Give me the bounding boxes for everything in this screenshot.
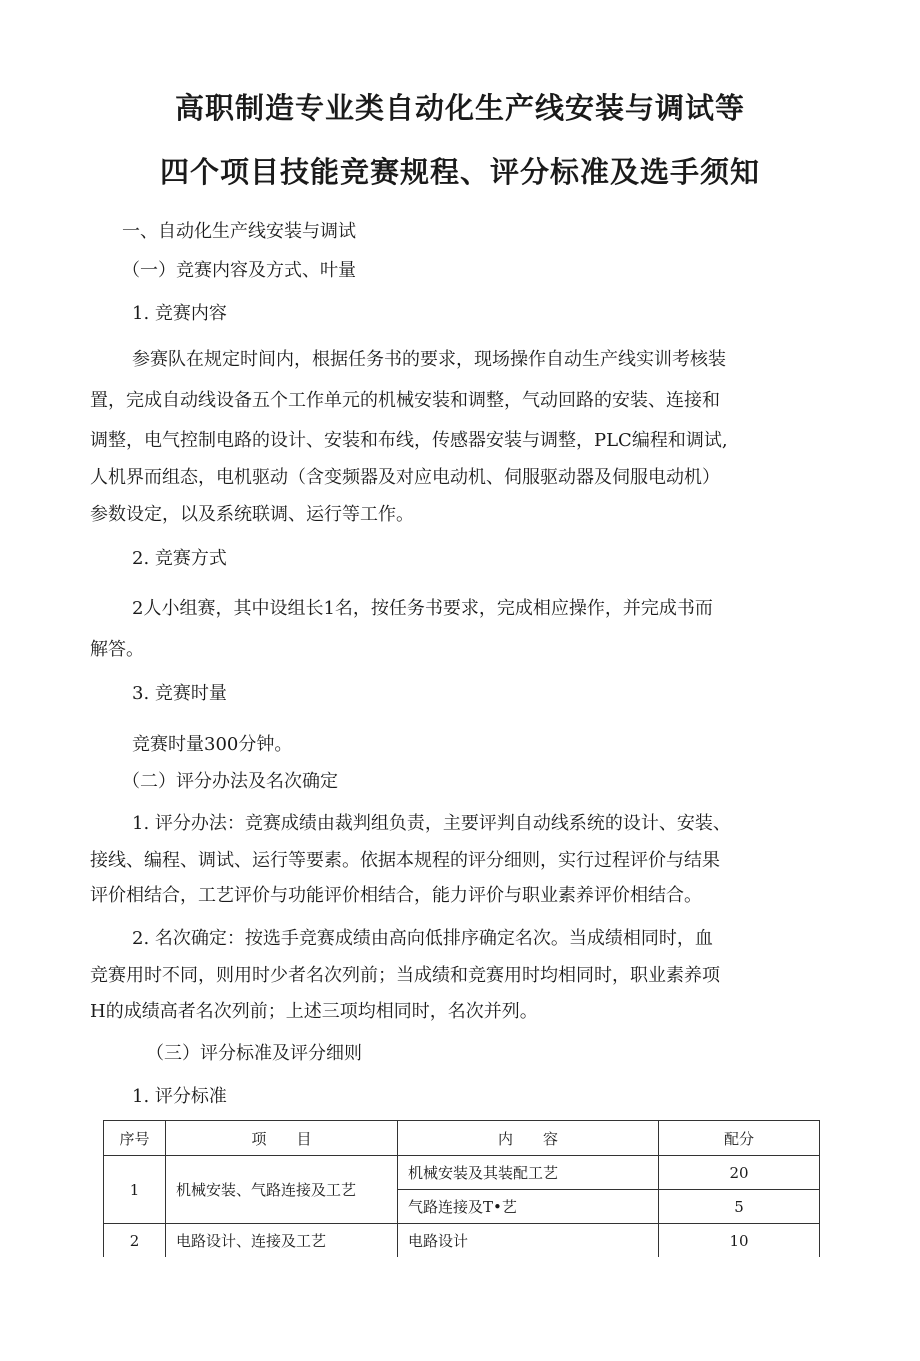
cell-item: 电路设计、连接及工艺 — [166, 1224, 398, 1258]
paragraph-line: 解答。 — [90, 639, 144, 660]
paragraph-line: H的成绩高者名次列前；上述三项均相同时，名次并列。 — [90, 1001, 538, 1022]
paragraph-line: 置，完成自动线设备五个工作单元的机械安装和调整，气动回路的安装、连接和 — [90, 390, 720, 411]
scoring-table — [103, 1120, 820, 1257]
paragraph-line: 参赛队在规定时间内，根据任务书的要求，现场操作自动生产线实训考核装 — [132, 349, 726, 370]
paragraph-line: 评价相结合，工艺评价与功能评价相结合，能力评价与职业素养评价相结合。 — [90, 885, 702, 906]
cell-content: 气路连接及T•艺 — [398, 1190, 659, 1224]
item-1-title: 1. 竞赛内容 — [132, 303, 227, 324]
document-title-line-2: 四个项目技能竞赛规程、评分标准及选手须知 — [159, 155, 760, 189]
cell-content: 电路设计 — [398, 1224, 659, 1258]
table-row — [104, 1224, 820, 1258]
header-cell-score: 配分 — [659, 1121, 820, 1156]
cell-content: 机械安装及其装配工艺 — [398, 1156, 659, 1190]
header-cell-no: 序号 — [104, 1121, 166, 1156]
paragraph-line: 竞赛用时不同，则用时少者名次列前；当成绩和竞赛用时均相同时，职业素养项 — [90, 965, 720, 986]
cell-no: 1 — [104, 1156, 166, 1224]
paragraph-line: 接线、编程、调试、运行等要素。依据本规程的评分细则，实行过程评价与结果 — [90, 850, 720, 871]
subsection-heading-1: （一）竞赛内容及方式、叶量 — [122, 260, 356, 281]
cell-score: 20 — [659, 1156, 820, 1190]
subsection-heading-2: （二）评分办法及名次确定 — [122, 771, 338, 792]
paragraph-line: 竞赛时量300分钟。 — [132, 734, 293, 755]
section-heading: 一、自动化生产线安装与调试 — [122, 221, 356, 242]
cell-no: 2 — [104, 1224, 166, 1258]
document-title-line-1: 高职制造专业类自动化生产线安装与调试等 — [174, 91, 745, 125]
paragraph-line: 1. 评分办法：竞赛成绩由裁判组负责，主要评判自动线系统的设计、安装、 — [132, 813, 731, 834]
cell-score: 5 — [659, 1190, 820, 1224]
paragraph-line: 2. 名次确定：按选手竞赛成绩由高向低排序确定名次。当成绩相同时，血 — [132, 928, 713, 949]
subsection-heading-3: （三）评分标准及评分细则 — [146, 1043, 362, 1064]
header-cell-item: 项 目 — [166, 1121, 398, 1156]
paragraph-line: 人机界而组态，电机驱动（含变频器及对应电动机、伺服驱动器及伺服电动机） — [90, 467, 720, 488]
paragraph-line: 2人小组赛，其中设组长1名，按任务书要求，完成相应操作，并完成书而 — [132, 598, 713, 619]
paragraph-line: 参数设定，以及系统联调、运行等工作。 — [90, 504, 414, 525]
item-2-title: 2. 竞赛方式 — [132, 548, 227, 569]
standard-title: 1. 评分标准 — [132, 1086, 227, 1107]
item-3-title: 3. 竞赛时量 — [132, 683, 227, 704]
header-cell-content: 内 容 — [398, 1121, 659, 1156]
cell-score: 10 — [659, 1224, 820, 1258]
cell-item: 机械安装、气路连接及工艺 — [166, 1156, 398, 1224]
table-row — [104, 1156, 820, 1190]
table-header-row — [104, 1121, 820, 1156]
paragraph-line: 调整，电气控制电路的设计、安装和布线，传感器安装与调整，PLC编程和调试, — [90, 430, 728, 451]
